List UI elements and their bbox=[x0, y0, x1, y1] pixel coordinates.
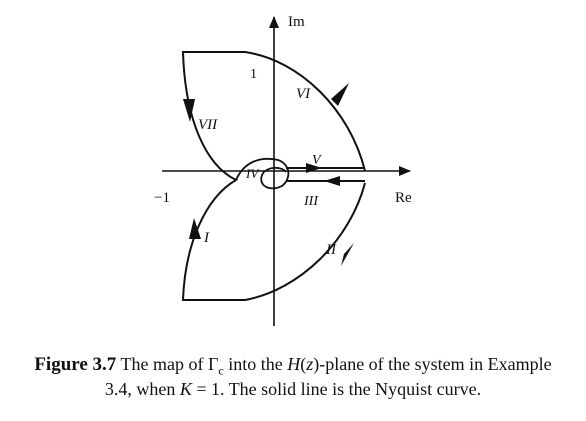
caption-text-2a: 3.4, when bbox=[104, 379, 180, 399]
segment-label-ii: II bbox=[326, 242, 336, 258]
caption-h-symbol: H bbox=[287, 354, 301, 374]
figure-caption bbox=[0, 352, 586, 401]
real-axis-label: Re bbox=[395, 190, 412, 206]
caption-line-2 bbox=[0, 377, 586, 401]
imaginary-axis-label: Im bbox=[288, 14, 305, 30]
arrow-segment-i bbox=[189, 218, 201, 239]
caption-prefix: Figure 3.7 bbox=[34, 354, 117, 375]
segment-label-v: V bbox=[312, 153, 321, 168]
segment-label-i: I bbox=[204, 230, 209, 246]
caption-line-1 bbox=[0, 352, 586, 377]
caption-paren: ( bbox=[300, 354, 307, 374]
caption-text-2b: = 1. The solid line is the Nyquist curve. bbox=[191, 379, 482, 399]
segment-label-iii: III bbox=[304, 194, 318, 209]
inner-loop bbox=[236, 159, 288, 189]
caption-text-1a: The map of Γ bbox=[120, 354, 219, 374]
caption-z-symbol: z bbox=[306, 354, 314, 374]
caption-text-1b: into the bbox=[223, 354, 288, 374]
arrow-segment-iii bbox=[324, 176, 340, 186]
segment-label-vii: VII bbox=[198, 117, 218, 133]
arrow-segment-vi bbox=[331, 83, 349, 106]
tick-label-minus-one: −1 bbox=[154, 190, 170, 206]
caption-text-1c: )-plane of the system in Example bbox=[313, 354, 552, 374]
segment-label-iv: IV bbox=[246, 166, 259, 181]
caption-subscript: c bbox=[218, 363, 224, 378]
tick-label-one: 1 bbox=[250, 67, 257, 82]
arrow-segment-ii bbox=[341, 243, 354, 266]
caption-k-symbol: K bbox=[179, 379, 192, 399]
segment-label-vi: VI bbox=[296, 86, 311, 102]
